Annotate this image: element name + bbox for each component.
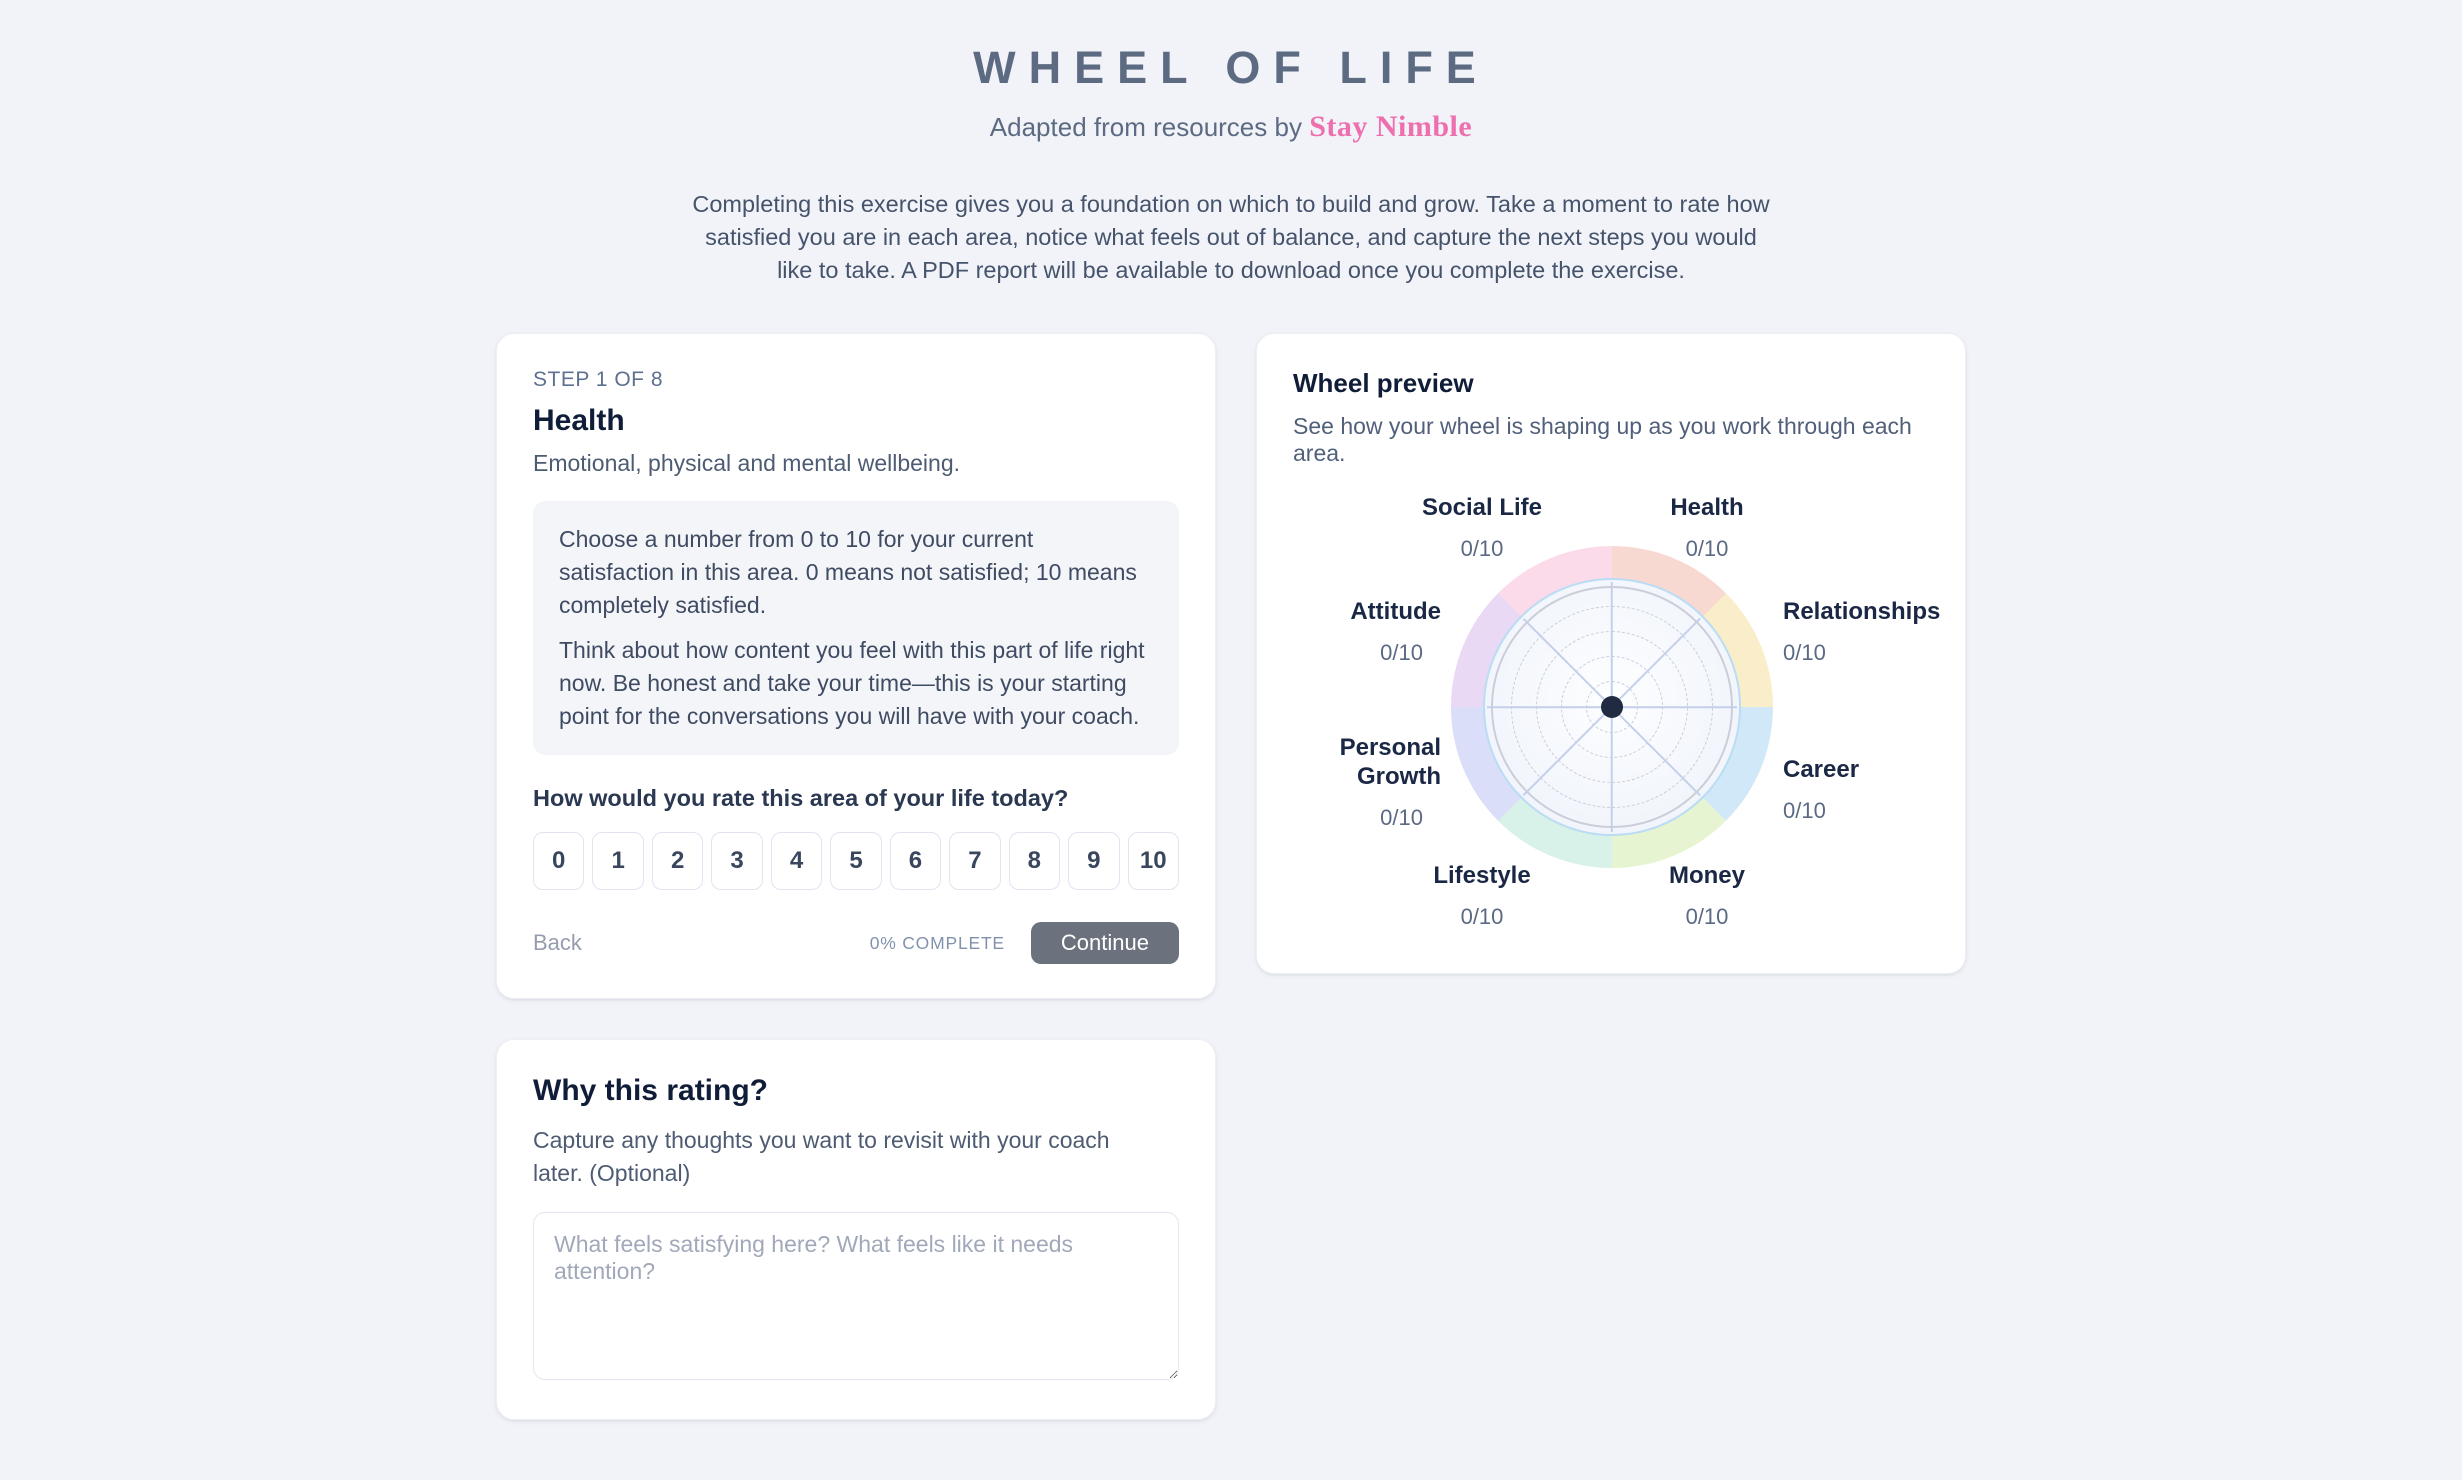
rating-button-3[interactable]: 3 [711, 832, 762, 890]
rating-button-5[interactable]: 5 [830, 832, 881, 890]
page-header [0, 42, 2462, 287]
rating-scale [533, 832, 1179, 890]
wheel-area-career [1783, 755, 1931, 824]
rating-button-2[interactable]: 2 [652, 832, 703, 890]
left-column [496, 333, 1216, 1420]
step-indicator: STEP 1 OF 8 [533, 368, 663, 391]
rating-button-0[interactable]: 0 [533, 832, 584, 890]
wheel-area-money [1617, 861, 1797, 930]
wheel-ring [1451, 546, 1773, 868]
area-score: 0/10 [1380, 640, 1423, 665]
instruction-paragraph-1: Choose a number from 0 to 10 for your current satisfaction in this area. 0 means not satisfied; 10 means completely satisfied. [559, 526, 1137, 618]
wheel-center-dot [1601, 696, 1623, 718]
brand-link[interactable]: Stay Nimble [1309, 110, 1473, 143]
area-label: Attitude [1350, 598, 1441, 625]
area-label: Health [1670, 494, 1744, 521]
wheel-area-relationships [1783, 597, 1941, 666]
wheel-area-social-life [1392, 493, 1572, 562]
notes-textarea[interactable] [533, 1212, 1179, 1380]
area-label: Social Life [1421, 494, 1543, 521]
wheel-subtitle: See how your wheel is shaping up as you work through each area. [1293, 413, 1912, 466]
rating-button-6[interactable]: 6 [890, 832, 941, 890]
area-description: Emotional, physical and mental wellbeing. [533, 450, 961, 476]
area-label: Relationships [1783, 598, 1941, 625]
wheel-diagram [1293, 493, 1941, 939]
rating-button-7[interactable]: 7 [949, 832, 1000, 890]
main-content [496, 333, 1966, 1480]
wheel-grid-disc [1483, 578, 1741, 836]
notes-title: Why this rating? [533, 1074, 768, 1107]
area-label: Lifestyle [1433, 862, 1531, 889]
area-score: 0/10 [1685, 904, 1729, 929]
back-button[interactable]: Back [533, 930, 582, 955]
area-score: 0/10 [1460, 904, 1504, 929]
area-score: 0/10 [1783, 640, 1826, 665]
rating-button-8[interactable]: 8 [1009, 832, 1060, 890]
page-title: WHEEL OF LIFE [973, 42, 1489, 93]
progress-label: 0% COMPLETE [869, 932, 1005, 953]
rating-button-1[interactable]: 1 [592, 832, 643, 890]
area-score: 0/10 [1783, 798, 1826, 823]
rating-button-4[interactable]: 4 [771, 832, 822, 890]
rating-question: How would you rate this area of your life today? [533, 785, 1069, 811]
instruction-paragraph-2: Think about how content you feel with this part of life right now. Be honest and take your time—this is your starting point for the conversations you will have with your coach. [559, 637, 1145, 729]
wheel-area-attitude [1293, 597, 1441, 666]
instructions-box [533, 501, 1179, 755]
page-subtitle [0, 110, 2462, 144]
wheel-area-lifestyle [1392, 861, 1572, 930]
notes-card [496, 1039, 1216, 1420]
step-card [496, 333, 1216, 999]
subtitle-prefix: Adapted from resources by [989, 112, 1310, 142]
area-label: Money [1668, 862, 1745, 889]
intro-paragraph: Completing this exercise gives you a foundation on which to build and grow. Take a moment to rate how satisfied you are in each area, notice what feels out of balance, and capture the next steps you would like to take. A PDF report will be available to download once you complete the exercise. [692, 191, 1770, 283]
wheel-area-personal-growth [1293, 733, 1441, 831]
area-label: Personal Growth [1339, 734, 1441, 790]
wheel-card [1256, 333, 1966, 974]
rating-button-10[interactable]: 10 [1128, 832, 1179, 890]
area-title: Health [533, 404, 625, 437]
area-label: Career [1783, 756, 1860, 783]
area-score: 0/10 [1460, 536, 1504, 561]
area-score: 0/10 [1685, 536, 1729, 561]
notes-description: Capture any thoughts you want to revisit with your coach later. (Optional) [533, 1127, 1110, 1186]
footer-right-group [870, 922, 1179, 964]
area-score: 0/10 [1380, 805, 1423, 830]
right-column [1256, 333, 1966, 974]
wheel-title: Wheel preview [1293, 368, 1474, 398]
wheel-area-health [1617, 493, 1797, 562]
step-footer [533, 922, 1179, 964]
continue-button[interactable]: Continue [1031, 922, 1179, 964]
rating-button-9[interactable]: 9 [1068, 832, 1119, 890]
